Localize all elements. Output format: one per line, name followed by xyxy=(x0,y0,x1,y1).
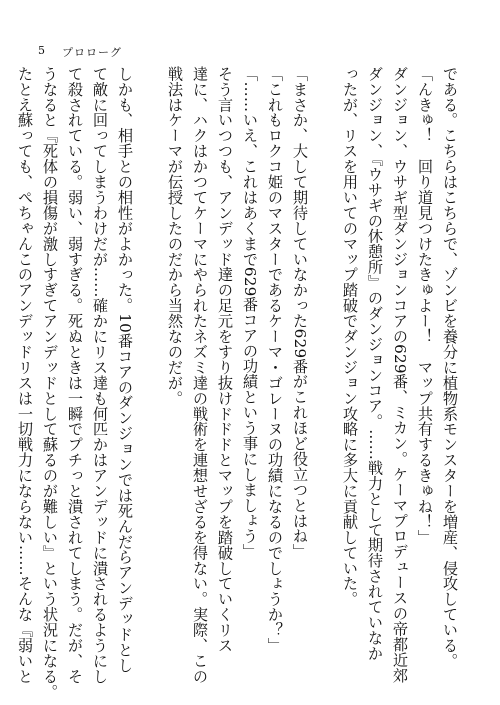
page-number: 5 xyxy=(38,44,46,57)
text-line: 「んきゅ！ 回り道見つけたきゅよー！ マップ共有するきゅね！」 xyxy=(416,66,434,545)
text-line: て敵に回ってしまうわけだが……確かにリス達も何匹かはアンデッドに潰されるようにし xyxy=(91,66,109,684)
text-line: である。こちらはこちらで、ゾンビを養分に植物系モンスターを増産、侵攻している。 xyxy=(441,66,459,669)
text-line: 戦法はケーマが伝授したのだから当然なのだが。 xyxy=(166,66,184,406)
text-line: 「これもロクコ姫のマスターであるケーマ・ゴレーヌの功績になるのでしょうか？」 xyxy=(266,66,284,654)
text-line: そう言いつつも、アンデッド達の足元をすり抜けドドドとマップを踏破していくリス xyxy=(216,66,234,654)
text-line: て殺されている。弱い、弱すぎる。死ぬときは一瞬でプチっと潰されてしまう。だが、そ xyxy=(66,66,84,684)
text-line: 達に、ハクはかつてケーマにやられたネズミ達の戦術を連想せざるを得ない。実際、この xyxy=(191,66,209,684)
text-line: 「まさか、大して期待していなかった629番がこれほど役立つとはね」 xyxy=(291,66,309,560)
text-line: しかも、相手との相性がよかった。10番コアのダンジョンでは死んだらアンデッドとし xyxy=(116,66,134,673)
text-line: ダンジョン、ウサギ型ダンジョンコアの629番、ミカン。ケーマプロデュースの帝都近郊 xyxy=(391,66,409,683)
text-line: たとえ蘇っても、ぺちゃんこのアンデッドリスは一切戦力にならない……そんな『弱いと xyxy=(16,66,34,684)
body-text xyxy=(16,66,462,700)
text-line: うなると『死体の損傷が激しすぎてアンデッドとして蘇るのが難しい』という状況になる。 xyxy=(41,66,59,700)
text-line: ダンジョン、『ウサギの休憩所』のダンジョンコア。……戦力として期待されていなか xyxy=(366,66,384,661)
page-header xyxy=(38,44,122,60)
text-line: ったが、リスを用いてのマップ踏破でダンジョン攻略に多大に貢献していた。 xyxy=(341,66,359,607)
chapter-title: プロローグ xyxy=(62,46,122,59)
paragraph-gap xyxy=(137,66,162,674)
text-line: 「……いえ、これはあくまで629番コアの功績という事にしましょう」 xyxy=(241,66,259,560)
paragraph-gap xyxy=(312,66,337,674)
